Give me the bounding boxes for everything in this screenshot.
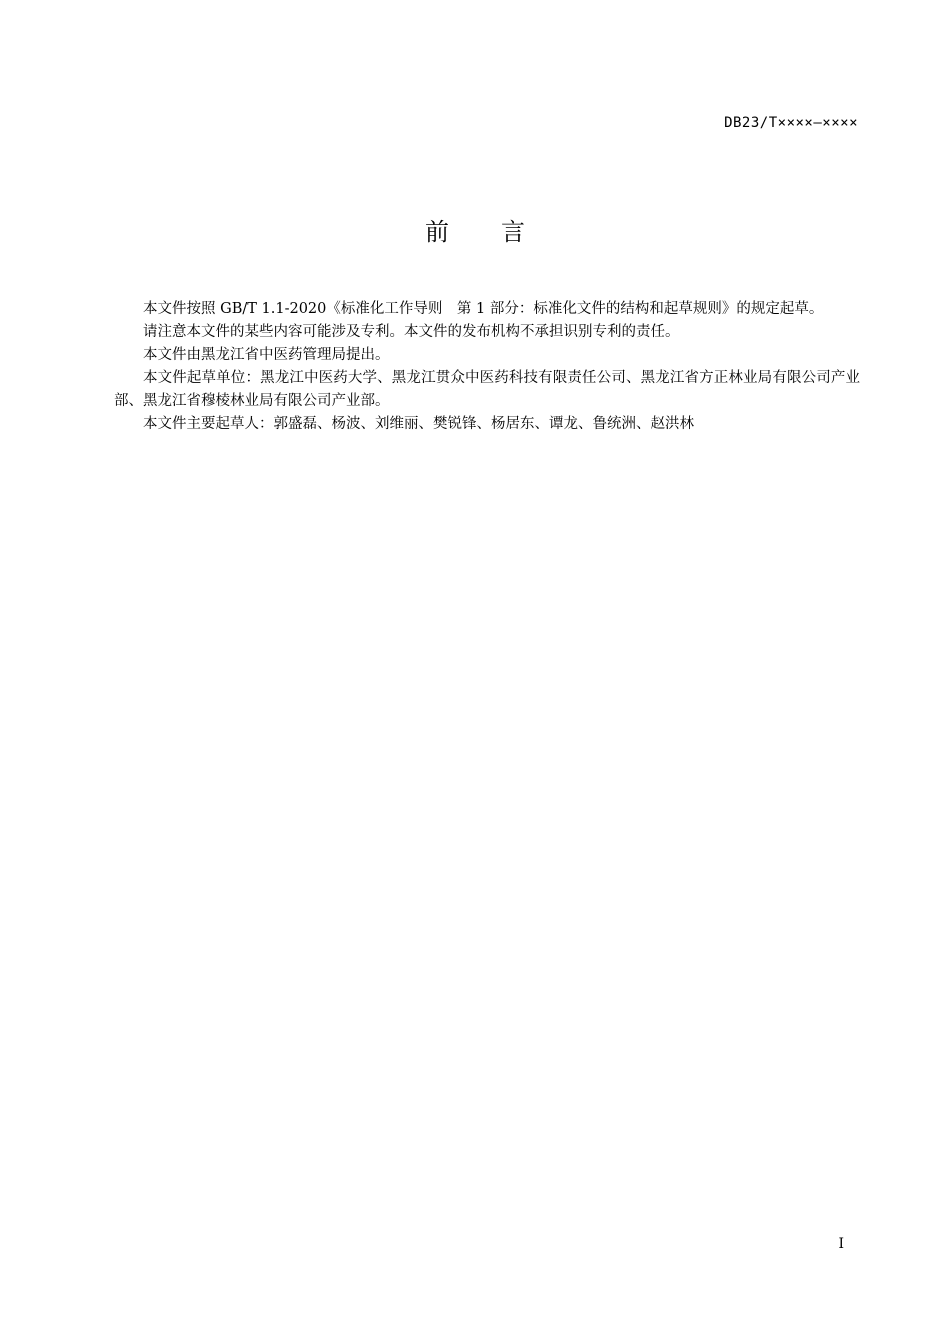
- paragraph-drafters: 本文件主要起草人：郭盛磊、杨波、刘维丽、樊锐锋、杨居东、谭龙、鲁统洲、赵洪林: [143, 416, 694, 432]
- paragraph-drafting-units: 本文件起草单位：黑龙江中医药大学、黑龙江贯众中医药科技有限责任公司、黑龙江省方正林业局有限公司产业部、黑龙江省穆棱林业局有限公司产业部。: [114, 370, 860, 409]
- page-number: I: [838, 1236, 844, 1252]
- document-code: DB23/T××××—××××: [724, 115, 858, 131]
- foreword-body: [114, 298, 860, 436]
- paragraph-drafting-rules: 本文件按照 GB/T 1.1-2020《标准化工作导则 第 1 部分：标准化文件的结构和起草规则》的规定起草。: [143, 301, 824, 317]
- paragraph-patent-notice: 请注意本文件的某些内容可能涉及专利。本文件的发布机构不承担识别专利的责任。: [143, 324, 680, 340]
- paragraph-proposer: 本文件由黑龙江省中医药管理局提出。: [143, 347, 390, 363]
- page-title: 前言: [425, 218, 577, 246]
